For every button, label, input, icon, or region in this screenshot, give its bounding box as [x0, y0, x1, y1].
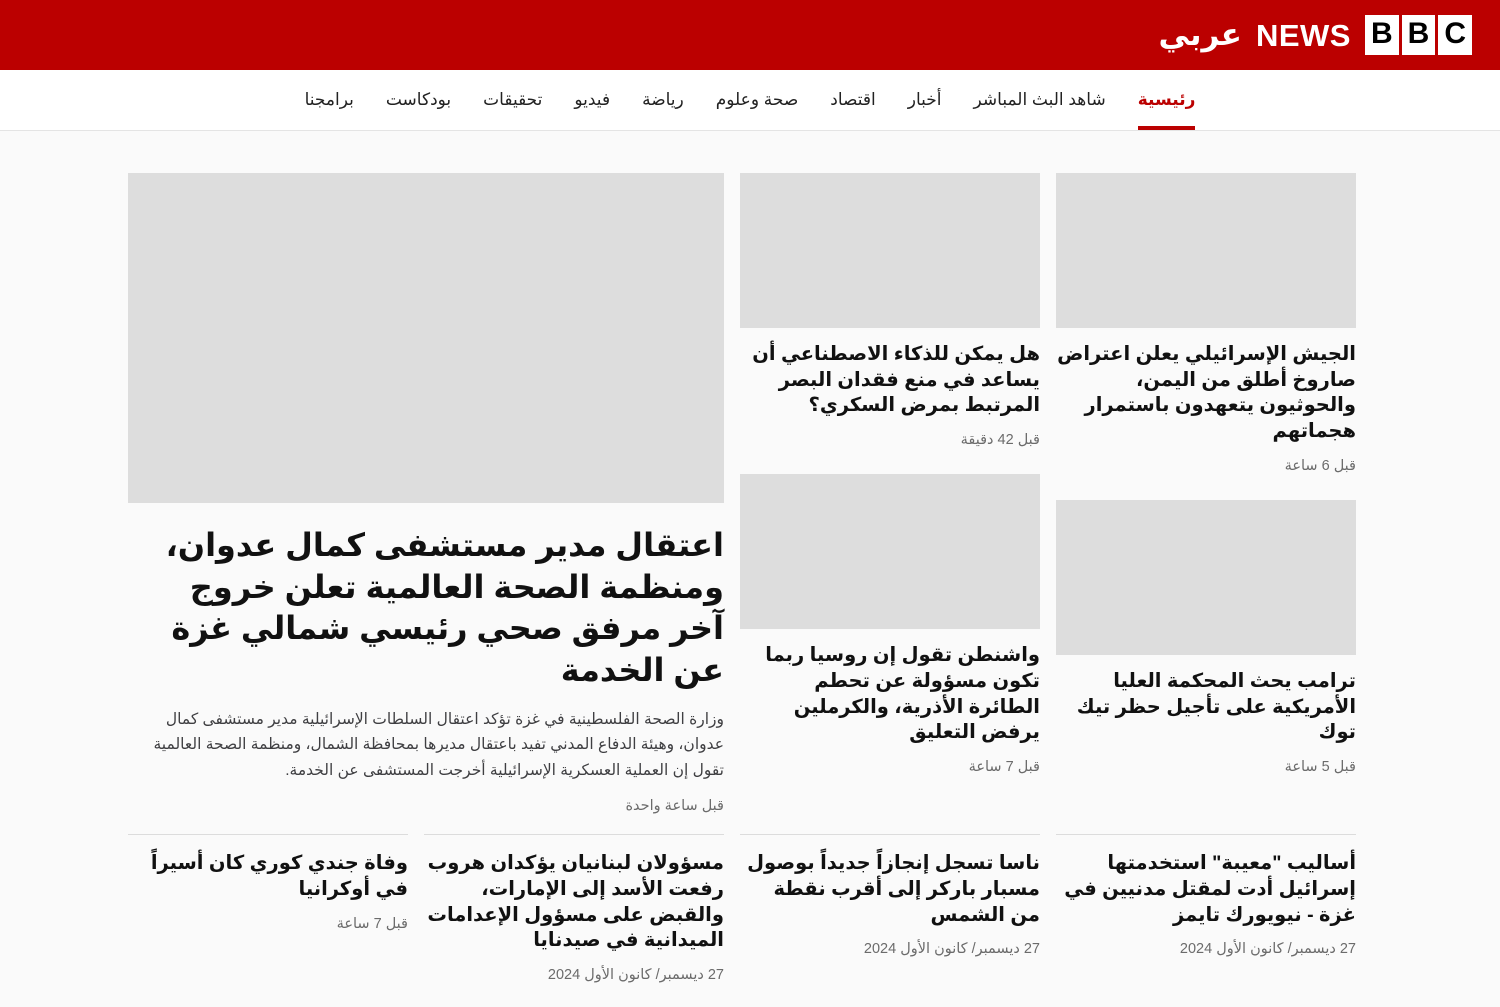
primary-navigation	[0, 70, 1500, 131]
nav-item-programmes[interactable]: برامجنا	[304, 90, 354, 109]
nav-item-economy[interactable]: اقتصاد	[830, 90, 876, 109]
story-title[interactable]: وفاة جندي كوري كان أسيراً في أوكرانيا	[150, 852, 408, 900]
bbc-blocks-logo	[1365, 15, 1472, 55]
story-card[interactable]	[128, 814, 408, 983]
story-card[interactable]	[1056, 500, 1356, 775]
story-card[interactable]	[740, 814, 1040, 983]
secondary-stories-row	[144, 814, 1356, 983]
story-title[interactable]: مسؤولان لبنانيان يؤكدان هروب رفعت الأسد إلى الإمارات، والقبض على مسؤول الإعدامات الميدانية في صيدنايا	[427, 852, 724, 952]
story-column-1	[1056, 173, 1356, 814]
bbc-letter-c: C	[1438, 15, 1472, 55]
nav-item-live[interactable]: شاهد البث المباشر	[973, 90, 1106, 109]
nav-item-home[interactable]: رئيسية	[1122, 70, 1212, 130]
story-thumbnail	[1056, 500, 1356, 655]
story-title[interactable]: هل يمكن للذكاء الاصطناعي أن يساعد في منع فقدان البصر المرتبط بمرض السكري؟	[752, 343, 1040, 417]
story-card[interactable]	[740, 474, 1040, 775]
lead-story-summary: وزارة الصحة الفلسطينية في غزة تؤكد اعتقال السلطات الإسرائيلية مدير مستشفى كمال عدوان، وهيئة الدفاع المدني تفيد باعتقال مديرها بمحافظة الشمال، ومنظمة الصحة العالمية تقول إن العملية العسكرية الإسرائيلية أخرجت المستشفى عن الخدمة.	[153, 711, 724, 779]
story-card[interactable]	[1056, 814, 1356, 983]
story-column-2	[740, 173, 1040, 814]
nav-item-video[interactable]: فيديو	[574, 90, 611, 109]
story-timestamp: 27 ديسمبر/ كانون الأول 2024	[1179, 941, 1356, 958]
story-timestamp: 27 ديسمبر/ كانون الأول 2024	[863, 941, 1040, 958]
nav-item-podcast[interactable]: بودكاست	[385, 90, 452, 109]
top-stories-grid	[144, 173, 1356, 814]
nav-list	[289, 70, 1212, 130]
lead-story-timestamp: قبل ساعة واحدة	[625, 798, 724, 815]
story-timestamp: 27 ديسمبر/ كانون الأول 2024	[547, 967, 724, 984]
story-title[interactable]: أساليب "معيبة" استخدمتها إسرائيل أدت لمقتل مدنيين في غزة - نيويورك تايمز	[1064, 852, 1356, 926]
nav-item-sport[interactable]: رياضة	[642, 90, 684, 109]
story-thumbnail	[740, 474, 1040, 629]
nav-item-health-science[interactable]: صحة وعلوم	[715, 90, 799, 109]
story-title[interactable]: ترامب يحث المحكمة العليا الأمريكية على تأجيل حظر تيك توك	[1076, 669, 1356, 744]
story-card[interactable]	[740, 173, 1040, 448]
lead-story-card[interactable]	[128, 173, 724, 814]
story-title[interactable]: ناسا تسجل إنجازاً جديداً بوصول مسبار باركر إلى أقرب نقطة من الشمس	[747, 852, 1040, 926]
story-title[interactable]: واشنطن تقول إن روسيا ربما تكون مسؤولة عن تحطم الطائرة الأذرية، والكرملين يرفض التعليق	[765, 644, 1040, 744]
main-content	[0, 131, 1500, 1007]
story-timestamp: قبل 42 دقيقة	[960, 432, 1040, 449]
story-title[interactable]: الجيش الإسرائيلي يعلن اعتراض صاروخ أطلق من اليمن، والحوثيون يتعهدون باستمرار هجماتهم	[1057, 343, 1356, 443]
story-card[interactable]	[1056, 173, 1356, 474]
story-timestamp: قبل 6 ساعة	[1284, 457, 1356, 474]
site-header	[0, 0, 1500, 70]
bbc-letter-b2: B	[1402, 15, 1436, 55]
nav-item-investigations[interactable]: تحقيقات	[483, 90, 543, 109]
story-timestamp: قبل 7 ساعة	[336, 915, 408, 932]
story-thumbnail	[1056, 173, 1356, 328]
story-thumbnail	[740, 173, 1040, 328]
brand-news-text: NEWS	[1255, 17, 1351, 53]
story-timestamp: قبل 5 ساعة	[1284, 759, 1356, 776]
lead-story-column	[128, 173, 724, 814]
story-timestamp: قبل 7 ساعة	[968, 759, 1040, 776]
story-divider	[424, 834, 724, 835]
lead-story-title[interactable]: اعتقال مدير مستشفى كمال عدوان، ومنظمة الصحة العالمية تعلن خروج آخر مرفق صحي رئيسي شمالي غزة عن الخدمة	[165, 527, 724, 688]
brand-arabic-text: عربي	[1158, 16, 1242, 52]
bbc-letter-b1: B	[1365, 15, 1399, 55]
bbc-news-arabic-logo[interactable]	[1159, 15, 1472, 55]
story-card[interactable]	[424, 814, 724, 983]
nav-item-news[interactable]: أخبار	[907, 90, 942, 109]
lead-story-thumbnail	[128, 173, 724, 503]
story-divider	[1056, 834, 1356, 835]
story-divider	[740, 834, 1040, 835]
story-divider	[128, 834, 408, 835]
